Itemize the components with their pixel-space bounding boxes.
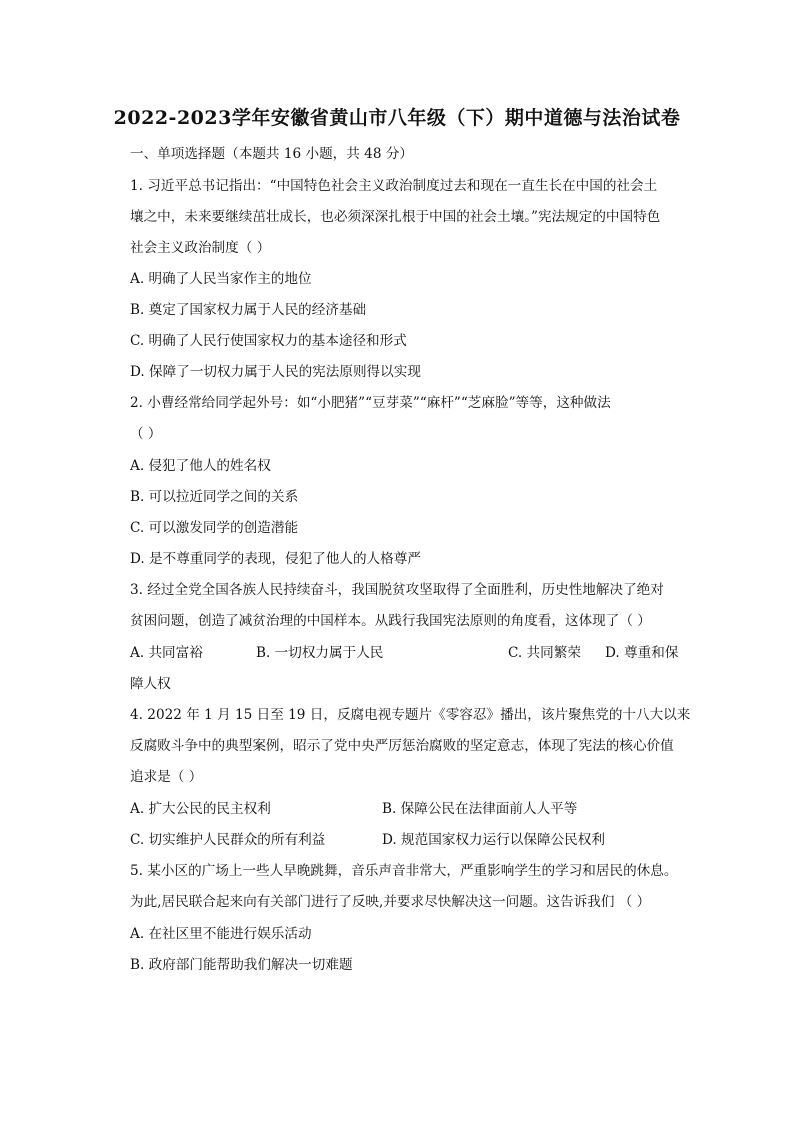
question-4-option-c: C. 切实维护人民群众的所有利益 (130, 832, 326, 848)
question-3-option-a: A. 共同富裕 (130, 645, 203, 661)
question-3-option-c: C. 共同繁荣 (508, 645, 581, 661)
question-2-line-2: （ ） (130, 426, 162, 442)
question-2-option-b: B. 可以拉近同学之间的关系 (130, 489, 299, 505)
question-5-option-b: B. 政府部门能帮助我们解决一切难题 (130, 957, 353, 973)
section-heading: 一、单项选择题（本题共 16 小题，共 48 分） (130, 146, 413, 162)
question-4-option-d: D. 规范国家权力运行以保障公民权利 (382, 832, 605, 848)
question-1-line-2: 壤之中，未来要继续茁壮成长，也必须深深扎根于中国的社会土壤。”宪法规定的中国特色 (130, 209, 661, 225)
question-5-option-a: A. 在社区里不能进行娱乐活动 (130, 926, 312, 942)
exam-title: 2022-2023学年安徽省黄山市八年级（下）期中道德与法治试卷 (113, 107, 681, 129)
question-1-line-3: 社会主义政治制度（ ） (130, 240, 271, 256)
question-3-option-d: D. 尊重和保 (605, 645, 679, 661)
question-5-line-1: 5. 某小区的广场上一些人早晚跳舞，音乐声音非常大，严重影响学生的学习和居民的休息。 (130, 863, 678, 879)
question-2-option-c: C. 可以激发同学的创造潜能 (130, 520, 299, 536)
question-1-option-a: A. 明确了人民当家作主的地位 (130, 271, 312, 287)
question-1-option-c: C. 明确了人民行使国家权力的基本途径和形式 (130, 333, 407, 349)
question-1-line-1: 1. 习近平总书记指出：“中国特色社会主义政治制度过去和现在一直生长在中国的社会土 (130, 178, 658, 194)
question-1-option-d: D. 保障了一切权力属于人民的宪法原则得以实现 (130, 364, 421, 380)
question-2-option-d: D. 是不尊重同学的表现，侵犯了他人的人格尊严 (130, 551, 421, 567)
question-4-line-2: 反腐败斗争中的典型案例，昭示了党中央严厉惩治腐败的坚定意志，体现了宪法的核心价值 (130, 738, 674, 754)
question-3-option-b: B. 一切权力属于人民 (256, 645, 384, 661)
question-3-option-d-continued: 障人权 (130, 676, 171, 692)
question-5-line-2: 为此,居民联合起来向有关部门进行了反映,并要求尽快解决这一问题。这告诉我们 （ ） (130, 894, 651, 910)
question-4-option-a: A. 扩大公民的民主权利 (130, 801, 271, 817)
question-4-line-1: 4. 2022 年 1 月 15 日至 19 日，反腐电视专题片《零容忍》播出，该片聚焦党的十八大以来 (130, 707, 691, 723)
question-2-option-a: A. 侵犯了他人的姓名权 (130, 458, 271, 474)
question-3-line-1: 3. 经过全党全国各族人民持续奋斗，我国脱贫攻坚取得了全面胜利，历史性地解决了绝对 (130, 582, 664, 598)
question-4-line-3: 追求是（ ） (130, 769, 203, 785)
question-2-line-1: 2. 小曹经常给同学起外号：如“小肥猪”“豆芽菜”“麻杆”“芝麻脸”等等，这种做法 (130, 395, 611, 411)
question-1-option-b: B. 奠定了国家权力属于人民的经济基础 (130, 302, 367, 318)
question-4-option-b: B. 保障公民在法律面前人人平等 (382, 801, 578, 817)
question-3-line-2: 贫困问题，创造了减贫治理的中国样本。从践行我国宪法原则的角度看，这体现了（ ） (130, 613, 651, 629)
